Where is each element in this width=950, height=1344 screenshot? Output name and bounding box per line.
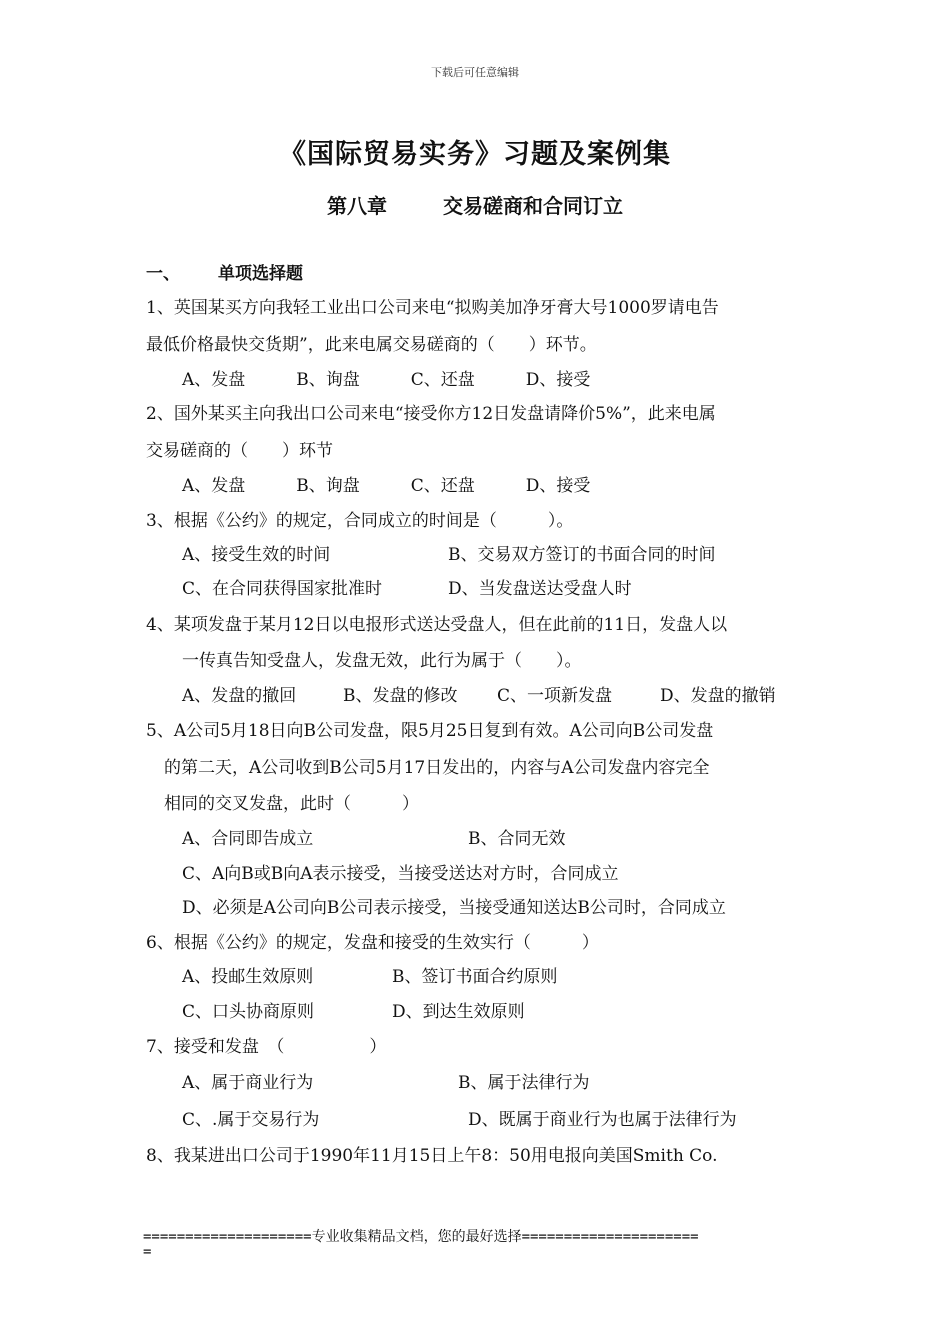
question-2-line-1: 2、国外某买主向我出口公司来电“接受你方12日发盘请降价5%”，此来电属	[146, 404, 716, 424]
chapter-number: 第八章	[327, 194, 387, 218]
question-6-option-b: B、签订书面合约原则	[392, 967, 558, 987]
question-5-line-3: 相同的交叉发盘，此时（ ）	[164, 794, 419, 814]
question-7-option-c: C、.属于交易行为	[182, 1110, 320, 1130]
question-1-line-2: 最低价格最快交货期”，此来电属交易磋商的（ ）环节。	[146, 335, 597, 355]
question-5-line-1: 5、A公司5月18日向B公司发盘，限5月25日复到有效。A公司向B公司发盘	[146, 721, 714, 741]
question-4-option-b: B、发盘的修改	[343, 686, 458, 706]
question-5-option-b: B、合同无效	[468, 829, 566, 849]
question-7-option-d: D、既属于商业行为也属于法律行为	[468, 1110, 737, 1130]
document-title: 《国际贸易实务》习题及案例集	[279, 139, 671, 170]
question-6-option-d: D、到达生效原则	[392, 1002, 525, 1022]
question-7-option-b: B、属于法律行为	[458, 1073, 590, 1093]
question-5-line-2: 的第二天，A公司收到B公司5月17日发出的，内容与A公司发盘内容完全	[164, 758, 710, 778]
section-heading	[146, 262, 303, 286]
question-6-option-c: C、口头协商原则	[182, 1002, 315, 1022]
footer-banner: ====================专业收集精品文档，您的最好选择=====================	[143, 1229, 699, 1245]
section-number: 一、	[146, 264, 180, 284]
question-3-line-1: 3、根据《公约》的规定，合同成立的时间是（ ）。	[146, 511, 574, 531]
section-name: 单项选择题	[218, 264, 303, 284]
question-1-options: A、发盘 B、询盘 C、还盘 D、接受	[182, 370, 591, 390]
question-3-option-b: B、交易双方签订的书面合同的时间	[448, 545, 716, 565]
question-3-option-d: D、当发盘送达受盘人时	[448, 579, 632, 599]
chapter-heading	[0, 190, 950, 219]
question-4-option-a: A、发盘的撤回	[182, 686, 297, 706]
question-3-option-a: A、接受生效的时间	[182, 545, 331, 565]
question-5-option-a: A、合同即告成立	[182, 829, 314, 849]
question-4-line-2: 一传真告知受盘人，发盘无效，此行为属于（ ）。	[182, 651, 582, 671]
question-1-line-1: 1、英国某买方向我轻工业出口公司来电“拟购美加净牙膏大号1000罗请电告	[146, 298, 719, 318]
question-3-option-c: C、在合同获得国家批准时	[182, 579, 383, 599]
question-2-options: A、发盘 B、询盘 C、还盘 D、接受	[182, 476, 591, 496]
question-6-option-a: A、投邮生效原则	[182, 967, 314, 987]
question-4-line-1: 4、某项发盘于某月12日以电报形式送达受盘人，但在此前的11日，发盘人以	[146, 615, 728, 635]
question-5-option-c: C、A向B或B向A表示接受，当接受送达对方时，合同成立	[182, 864, 619, 884]
question-6-line-1: 6、根据《公约》的规定，发盘和接受的生效实行（ ）	[146, 933, 599, 953]
question-7-line-1: 7、接受和发盘 （ ）	[146, 1037, 387, 1057]
footer-banner-tail: =	[143, 1244, 152, 1260]
question-8-line-1: 8、我某进出口公司于1990年11月15日上午8：50用电报向美国Smith Co.	[146, 1146, 718, 1166]
question-5-option-d: D、必须是A公司向B公司表示接受，当接受通知送达B公司时，合同成立	[182, 898, 726, 918]
chapter-name: 交易磋商和合同订立	[443, 194, 623, 218]
question-4-option-c: C、一项新发盘	[497, 686, 613, 706]
header-note: 下载后可任意编辑	[431, 66, 519, 79]
question-4-option-d: D、发盘的撤销	[660, 686, 776, 706]
question-7-option-a: A、属于商业行为	[182, 1073, 314, 1093]
question-2-line-2: 交易磋商的（ ）环节	[146, 441, 333, 461]
